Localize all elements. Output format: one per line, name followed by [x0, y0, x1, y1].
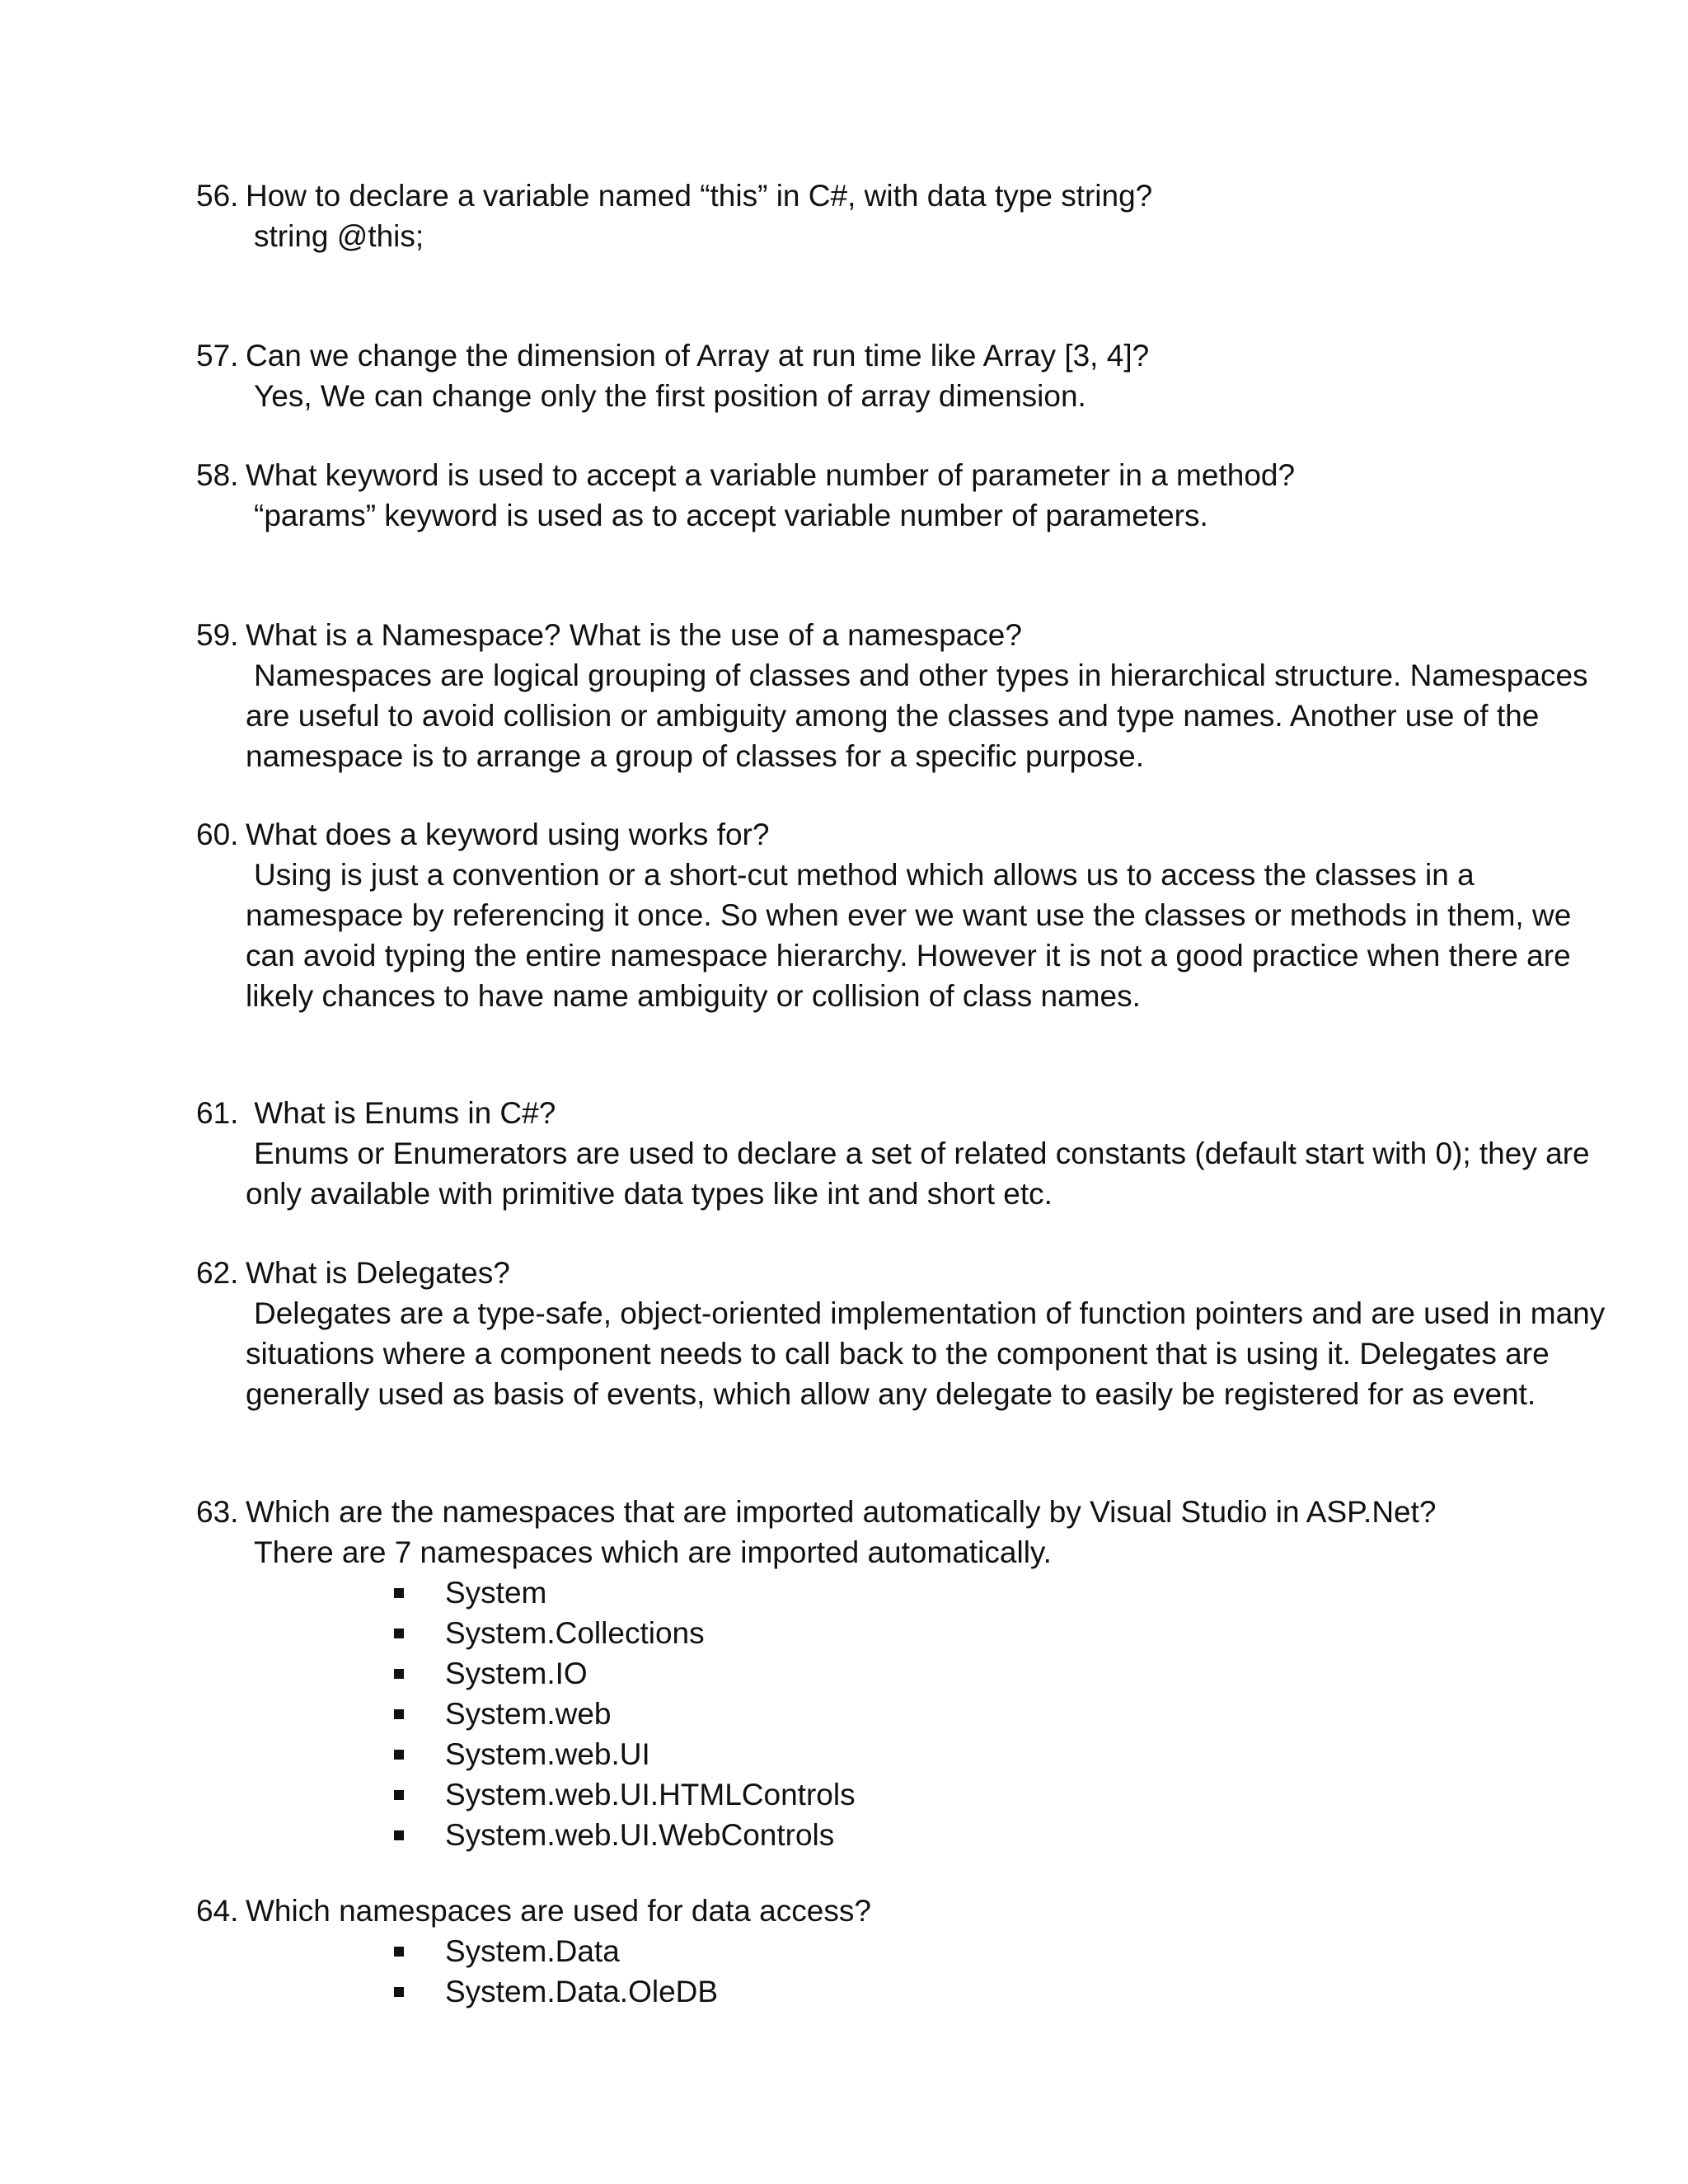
question-number: 60. — [196, 818, 239, 851]
question-number: 64. — [196, 1894, 239, 1928]
answer-text: Yes, We can change only the first position of array dimension. — [254, 379, 1086, 413]
qa-item-62 — [196, 1253, 1606, 1414]
bullet-square-icon — [394, 1669, 404, 1679]
qa-item-59 — [196, 615, 1588, 776]
list-item — [394, 1971, 1581, 2012]
bullet-square-icon — [394, 1709, 404, 1719]
list-item — [394, 1931, 1581, 1971]
question-text: Can we change the dimension of Array at run time like Array [3, 4]? — [246, 339, 1150, 373]
question-line — [196, 615, 1581, 655]
question-line — [196, 335, 1581, 376]
answer-text: Enums or Enumerators are used to declare a set of related constants (default start with 0); they are only available with primitive data types like int and short etc. — [246, 1137, 1590, 1211]
answer-text: Namespaces are logical grouping of classes and other types in hierarchical structure. Namespaces are useful to avoid collision or ambiguity among the classes and type names. Another use of the namespace is to arrange a group of classes for a specific purpose. — [246, 658, 1588, 773]
question-text: What does a keyword using works for? — [246, 818, 770, 851]
bullet-square-icon — [394, 1830, 404, 1840]
qa-item-58 — [196, 455, 1581, 536]
question-text: How to declare a variable named “this” in C#, with data type string? — [246, 179, 1153, 213]
list-item-text: System.Data — [445, 1934, 620, 1968]
list-item — [394, 1774, 1581, 1815]
question-line — [196, 1891, 1581, 1931]
namespace-list — [394, 1572, 1581, 1855]
answer-text: Using is just a convention or a short-cut method which allows us to access the classes in a namespace by referencing it once. So when ever we want use the classes or methods in them, we can avoid typing the entire namespace hierarchy. However it is not a good practice when there are likely chances to have name ambiguity or collision of class names. — [246, 858, 1572, 1013]
question-number: 61. — [196, 1096, 239, 1130]
question-text: Which namespaces are used for data access? — [246, 1894, 871, 1928]
question-text: What is Delegates? — [246, 1256, 510, 1290]
qa-item-56 — [196, 176, 1581, 256]
bullet-square-icon — [394, 1947, 404, 1957]
bullet-square-icon — [394, 1629, 404, 1638]
qa-item-60 — [196, 814, 1581, 1016]
answer-text: Delegates are a type-safe, object-oriented implementation of function pointers and are used in many situations where a component needs to call back to the component that is using it. Delegates are generally used as basis of events, which allow any delegate to easily be registered for as event. — [246, 1296, 1606, 1411]
qa-item-63 — [196, 1492, 1581, 1855]
bullet-square-icon — [394, 1987, 404, 1997]
list-item — [394, 1572, 1581, 1613]
list-item-text: System.IO — [445, 1657, 588, 1690]
bullet-square-icon — [394, 1790, 404, 1800]
qa-item-57 — [196, 335, 1581, 416]
question-text: What is a Namespace? What is the use of a namespace? — [246, 618, 1022, 652]
namespace-list — [394, 1931, 1581, 2012]
list-item-text: System.Collections — [445, 1616, 705, 1650]
question-text: What is Enums in C#? — [246, 1096, 556, 1130]
question-line — [196, 455, 1581, 495]
list-item-text: System.Data.OleDB — [445, 1975, 719, 2008]
list-item — [394, 1734, 1581, 1774]
question-line — [196, 1253, 1581, 1293]
question-number: 58. — [196, 458, 239, 492]
list-item — [394, 1694, 1581, 1734]
answer-text: “params” keyword is used as to accept variable number of parameters. — [254, 499, 1208, 532]
list-item — [394, 1613, 1581, 1653]
bullet-square-icon — [394, 1588, 404, 1598]
list-item — [394, 1653, 1581, 1694]
question-line — [196, 1492, 1581, 1532]
answer-text: string @this; — [254, 219, 424, 253]
list-item-text: System.web.UI.HTMLControls — [445, 1778, 856, 1811]
list-item-text: System.web — [445, 1697, 612, 1731]
question-line — [196, 176, 1581, 216]
answer-text: There are 7 namespaces which are imported automatically. — [254, 1535, 1052, 1569]
list-item-text: System.web.UI — [445, 1737, 650, 1771]
question-text: What keyword is used to accept a variable number of parameter in a method? — [246, 458, 1296, 492]
list-item-text: System — [445, 1576, 547, 1610]
bullet-square-icon — [394, 1750, 404, 1760]
question-line — [196, 1093, 1581, 1133]
question-number: 63. — [196, 1495, 239, 1529]
qa-item-64 — [196, 1891, 1581, 2012]
list-item — [394, 1815, 1581, 1855]
question-number: 59. — [196, 618, 239, 652]
qa-item-61 — [196, 1093, 1590, 1214]
question-number: 56. — [196, 179, 239, 213]
list-item-text: System.web.UI.WebControls — [445, 1818, 835, 1852]
question-text: Which are the namespaces that are imported automatically by Visual Studio in ASP.Net? — [246, 1495, 1437, 1529]
question-number: 62. — [196, 1256, 239, 1290]
question-line — [196, 814, 1581, 855]
question-number: 57. — [196, 339, 239, 373]
